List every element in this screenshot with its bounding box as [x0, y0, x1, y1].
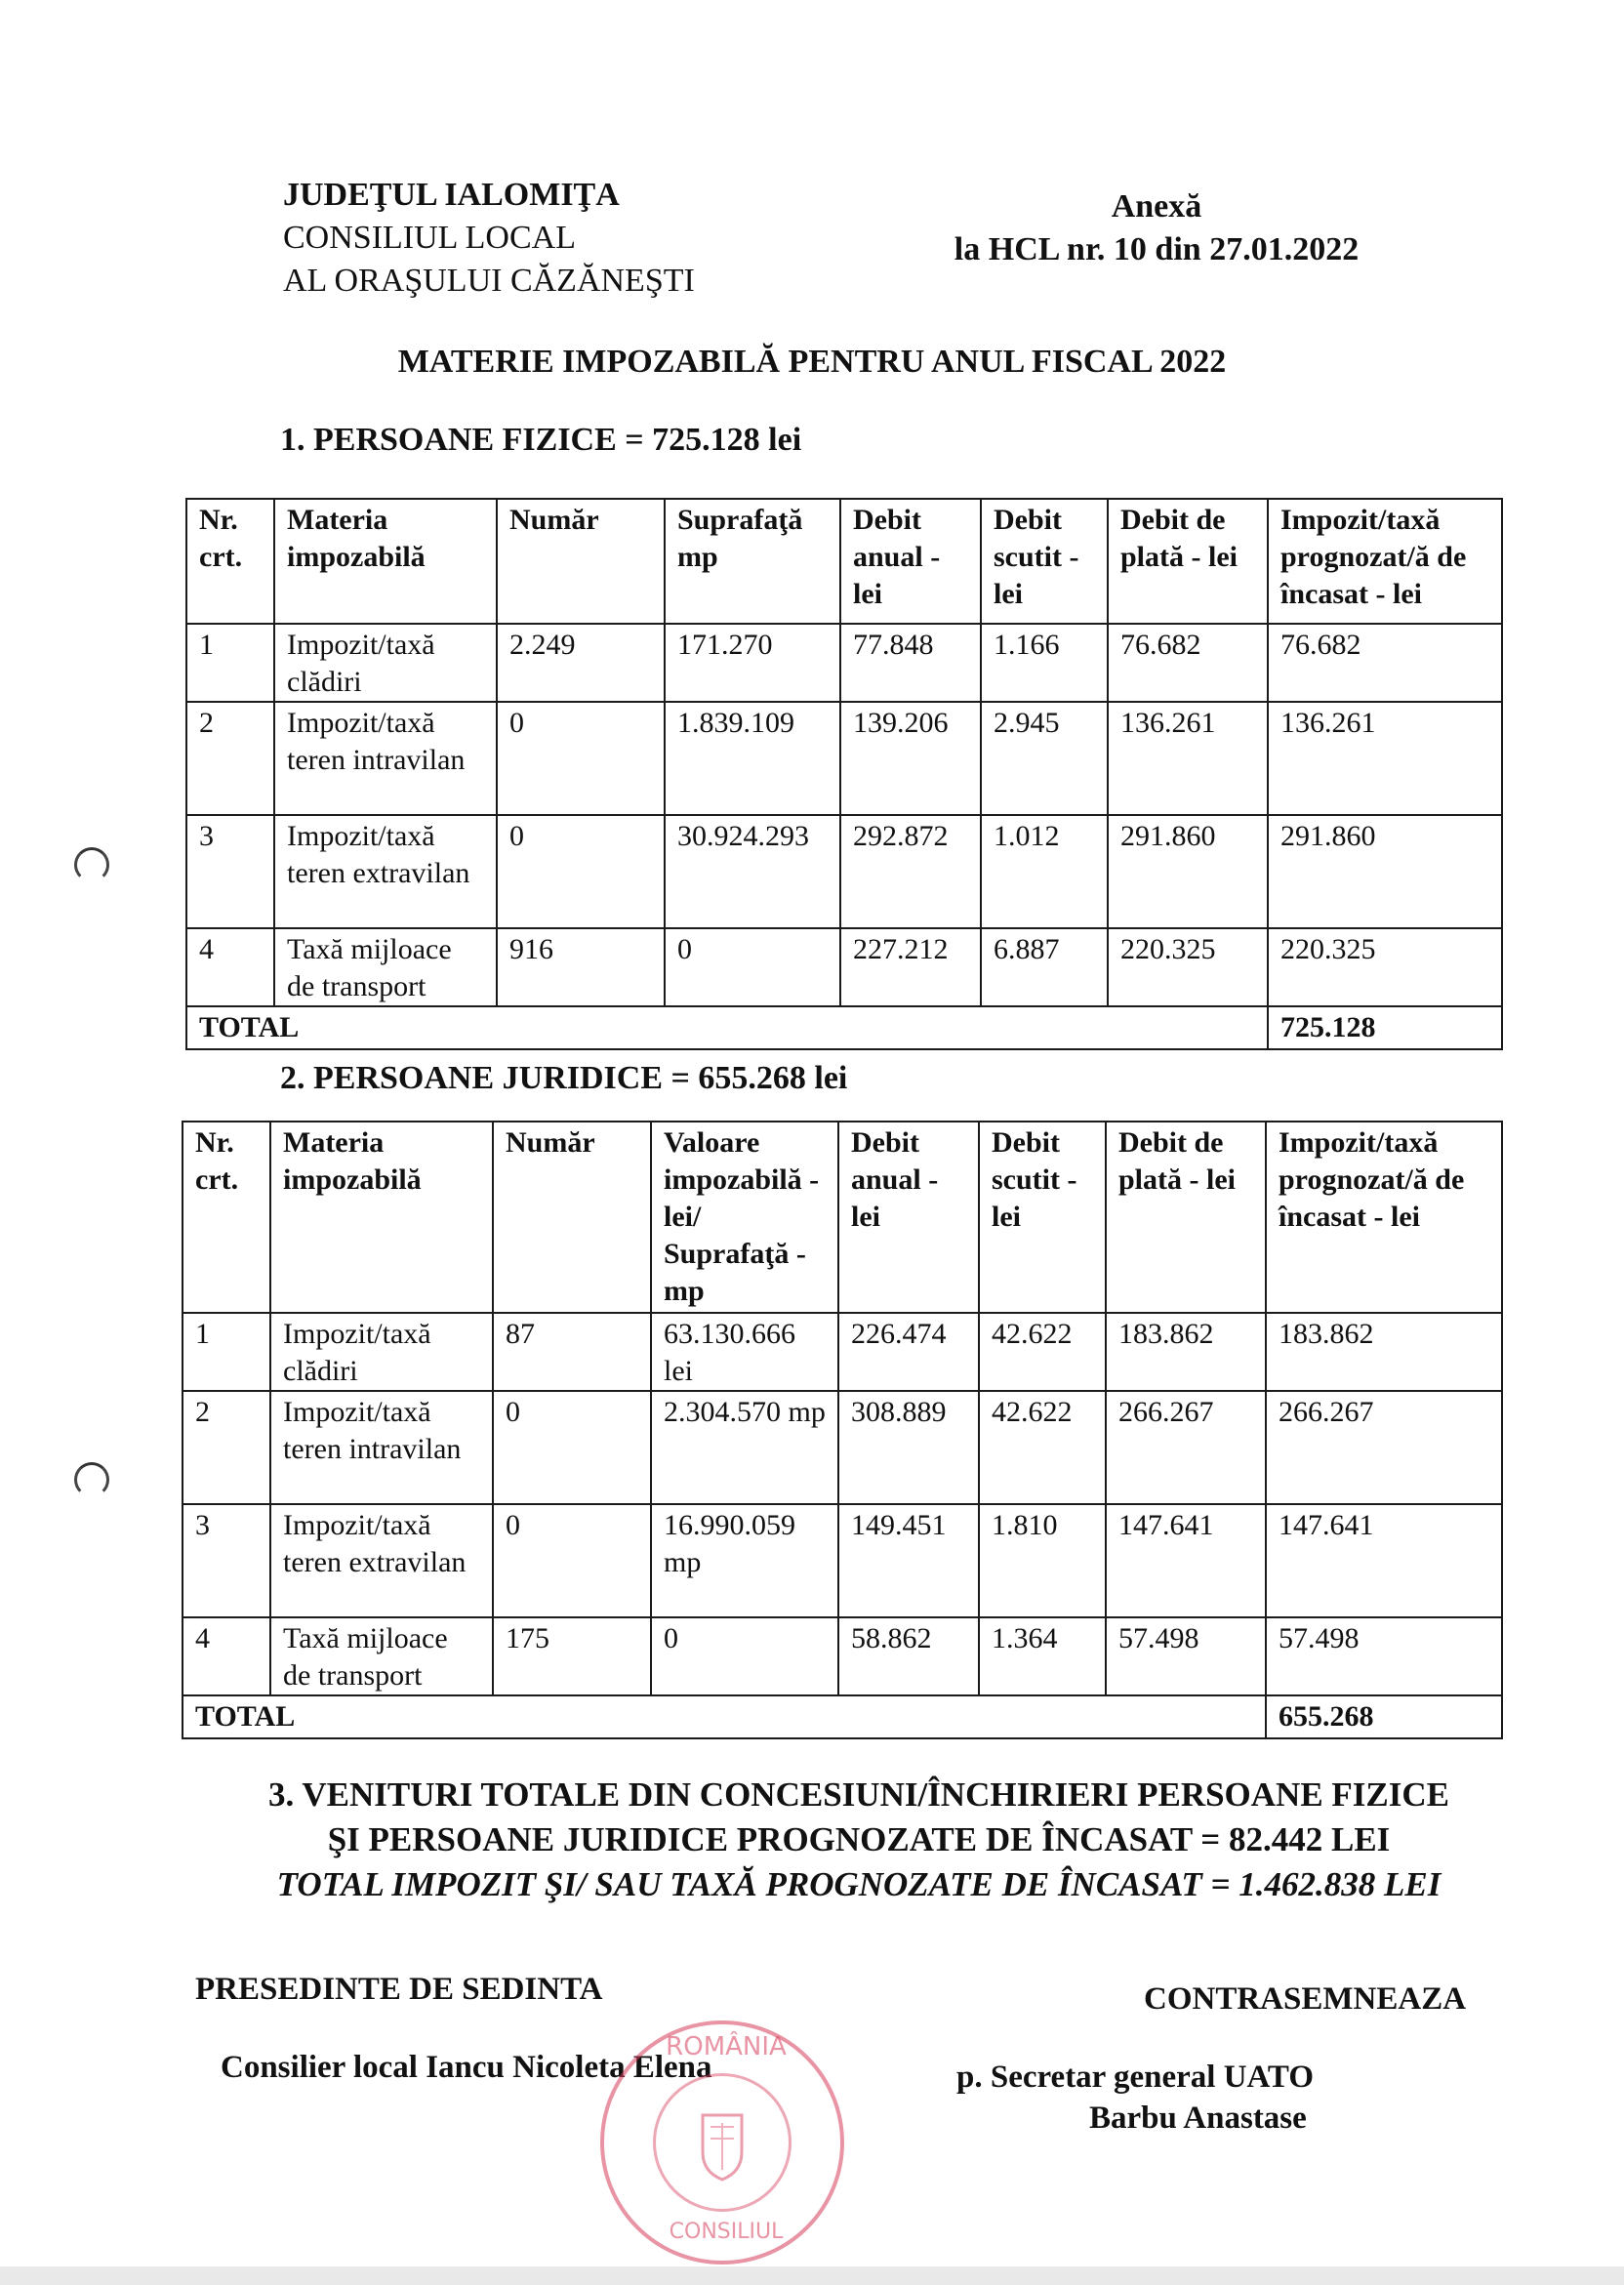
table-cell: Impozit/taxă clădiri — [274, 624, 497, 702]
council-line-2: AL ORAŞULUI CĂZĂNEŞTI — [283, 263, 695, 299]
column-header: Debit scutit - lei — [979, 1122, 1106, 1313]
table-cell: 226.474 — [838, 1313, 979, 1391]
table-row — [183, 1617, 1502, 1695]
column-header: Debit de plată - lei — [1106, 1122, 1266, 1313]
table-row — [186, 815, 1502, 928]
table-cell: 291.860 — [1108, 815, 1268, 928]
table-cell: 183.862 — [1266, 1313, 1502, 1391]
issuer-block — [283, 174, 695, 303]
table-cell: 16.990.059 mp — [651, 1504, 838, 1617]
column-header: Materia impozabilă — [274, 499, 497, 624]
section-3-line-1: 3. VENITURI TOTALE DIN CONCESIUNI/ÎNCHIRIERI PERSOANE FIZICE — [267, 1775, 1450, 1814]
chair-name: Consilier local Iancu Nicoleta Elena — [221, 2050, 712, 2085]
table-cell: 136.261 — [1268, 702, 1502, 815]
table-cell: 76.682 — [1108, 624, 1268, 702]
total-value: 725.128 — [1268, 1006, 1502, 1049]
table-row — [183, 1313, 1502, 1391]
table-cell: 63.130.666 lei — [651, 1313, 838, 1391]
table-cell: 2.304.570 mp — [651, 1391, 838, 1504]
table-cell: 57.498 — [1106, 1617, 1266, 1695]
legal-entities-table — [182, 1121, 1503, 1739]
section-1-title: 1. PERSOANE FIZICE = 725.128 lei — [280, 422, 802, 458]
column-header: Număr — [493, 1122, 651, 1313]
table-cell: Impozit/taxă teren extravilan — [274, 815, 497, 928]
table-cell: 0 — [497, 815, 665, 928]
table-row — [183, 1504, 1502, 1617]
table-cell: 2.249 — [497, 624, 665, 702]
column-header: Debit de plată - lei — [1108, 499, 1268, 624]
column-header: Suprafaţă mp — [665, 499, 840, 624]
table-cell: 136.261 — [1108, 702, 1268, 815]
table-cell: 291.860 — [1268, 815, 1502, 928]
table-cell: 2.945 — [981, 702, 1108, 815]
table-cell: 183.862 — [1106, 1313, 1266, 1391]
annex-block — [937, 185, 1376, 271]
table-cell: 2 — [183, 1391, 270, 1504]
table-cell: 1 — [183, 1313, 270, 1391]
table-cell: 0 — [651, 1617, 838, 1695]
table-row — [186, 928, 1502, 1006]
table-cell: 266.267 — [1106, 1391, 1266, 1504]
table-cell: 30.924.293 — [665, 815, 840, 928]
table-cell: 58.862 — [838, 1617, 979, 1695]
table-cell: Impozit/taxă teren extravilan — [270, 1504, 493, 1617]
scan-bottom-edge — [0, 2266, 1624, 2285]
table-cell: 3 — [186, 815, 274, 928]
section-3-summary — [195, 1773, 1522, 1907]
table-total-row — [186, 1006, 1502, 1049]
table-cell: 76.682 — [1268, 624, 1502, 702]
table-row — [186, 624, 1502, 702]
secretary-role: p. Secretar general UATO — [956, 2060, 1314, 2095]
table-cell: 171.270 — [665, 624, 840, 702]
table-cell: Taxă mijloace de transport — [274, 928, 497, 1006]
individuals-table — [185, 498, 1503, 1050]
table-cell: 0 — [493, 1391, 651, 1504]
council-line-1: CONSILIUL LOCAL — [283, 220, 576, 256]
document-title: MATERIE IMPOZABILĂ PENTRU ANUL FISCAL 2022 — [397, 344, 1227, 380]
table-cell: 266.267 — [1266, 1391, 1502, 1504]
table-cell: 1.810 — [979, 1504, 1106, 1617]
annex-reference: la HCL nr. 10 din 27.01.2022 — [954, 231, 1360, 267]
chair-title: PRESEDINTE DE SEDINTA — [195, 1972, 603, 2007]
column-header: Impozit/taxă prognozat/ă de încasat - lei — [1268, 499, 1502, 624]
table-header-row — [186, 499, 1502, 624]
stamp-top-text: ROMÂNIA — [666, 2032, 787, 2061]
column-header: Nr. crt. — [186, 499, 274, 624]
column-header: Debit anual - lei — [838, 1122, 979, 1313]
table-cell: 1 — [186, 624, 274, 702]
table-cell: 0 — [493, 1504, 651, 1617]
column-header: Valoare impozabilă - lei/ Suprafaţă - mp — [651, 1122, 838, 1313]
table-cell: 916 — [497, 928, 665, 1006]
column-header: Impozit/taxă prognozat/ă de încasat - lei — [1266, 1122, 1502, 1313]
grand-total-line: TOTAL IMPOZIT ŞI/ SAU TAXĂ PROGNOZATE DE ÎNCASAT = 1.462.838 LEI — [276, 1865, 1441, 1903]
table-cell: 2 — [186, 702, 274, 815]
secretary-name: Barbu Anastase — [1089, 2101, 1307, 2136]
table-cell: 220.325 — [1268, 928, 1502, 1006]
table-cell: 42.622 — [979, 1313, 1106, 1391]
table-cell: 308.889 — [838, 1391, 979, 1504]
section-2-title: 2. PERSOANE JURIDICE = 655.268 lei — [280, 1060, 848, 1096]
table-cell: 175 — [493, 1617, 651, 1695]
coat-of-arms-icon — [656, 2076, 789, 2209]
column-header: Materia impozabilă — [270, 1122, 493, 1313]
column-header: Debit anual - lei — [840, 499, 981, 624]
table-cell: 6.887 — [981, 928, 1108, 1006]
table-cell: 4 — [186, 928, 274, 1006]
table-cell: 1.839.109 — [665, 702, 840, 815]
column-header: Nr. crt. — [183, 1122, 270, 1313]
section-3-line-2: ŞI PERSOANE JURIDICE PROGNOZATE DE ÎNCASAT = 82.442 LEI — [327, 1820, 1391, 1858]
table-cell: Impozit/taxă teren intravilan — [274, 702, 497, 815]
total-label: TOTAL — [186, 1006, 1268, 1049]
annex-title: Anexă — [1111, 188, 1202, 224]
table-cell: 42.622 — [979, 1391, 1106, 1504]
table-cell: 87 — [493, 1313, 651, 1391]
table-cell: 149.451 — [838, 1504, 979, 1617]
table-cell: 4 — [183, 1617, 270, 1695]
county-name: JUDEŢUL IALOMIŢA — [283, 177, 620, 213]
table-cell: Taxă mijloace de transport — [270, 1617, 493, 1695]
table-cell: 57.498 — [1266, 1617, 1502, 1695]
table-cell: 139.206 — [840, 702, 981, 815]
table-cell: 227.212 — [840, 928, 981, 1006]
table-cell: 1.012 — [981, 815, 1108, 928]
stamp-inner-ring — [653, 2073, 792, 2212]
column-header: Debit scutit - lei — [981, 499, 1108, 624]
table-cell: Impozit/taxă clădiri — [270, 1313, 493, 1391]
table-cell: 1.166 — [981, 624, 1108, 702]
countersign-title: CONTRASEMNEAZA — [1144, 1981, 1467, 2017]
table-total-row — [183, 1695, 1502, 1738]
table-cell: 1.364 — [979, 1617, 1106, 1695]
table-cell: 147.641 — [1106, 1504, 1266, 1617]
table-cell: 220.325 — [1108, 928, 1268, 1006]
total-label: TOTAL — [183, 1695, 1266, 1738]
stamp-bottom-text: CONSILIUL — [669, 2220, 784, 2244]
punch-hole-top — [74, 847, 109, 882]
punch-hole-bottom — [74, 1462, 109, 1497]
table-row — [183, 1391, 1502, 1504]
table-cell: 3 — [183, 1504, 270, 1617]
table-cell: 292.872 — [840, 815, 981, 928]
official-seal-stamp — [600, 2020, 844, 2265]
total-value: 655.268 — [1266, 1695, 1502, 1738]
table-cell: 147.641 — [1266, 1504, 1502, 1617]
table-cell: Impozit/taxă teren intravilan — [270, 1391, 493, 1504]
table-cell: 0 — [497, 702, 665, 815]
table-cell: 77.848 — [840, 624, 981, 702]
table-header-row — [183, 1122, 1502, 1313]
column-header: Număr — [497, 499, 665, 624]
table-row — [186, 702, 1502, 815]
table-cell: 0 — [665, 928, 840, 1006]
